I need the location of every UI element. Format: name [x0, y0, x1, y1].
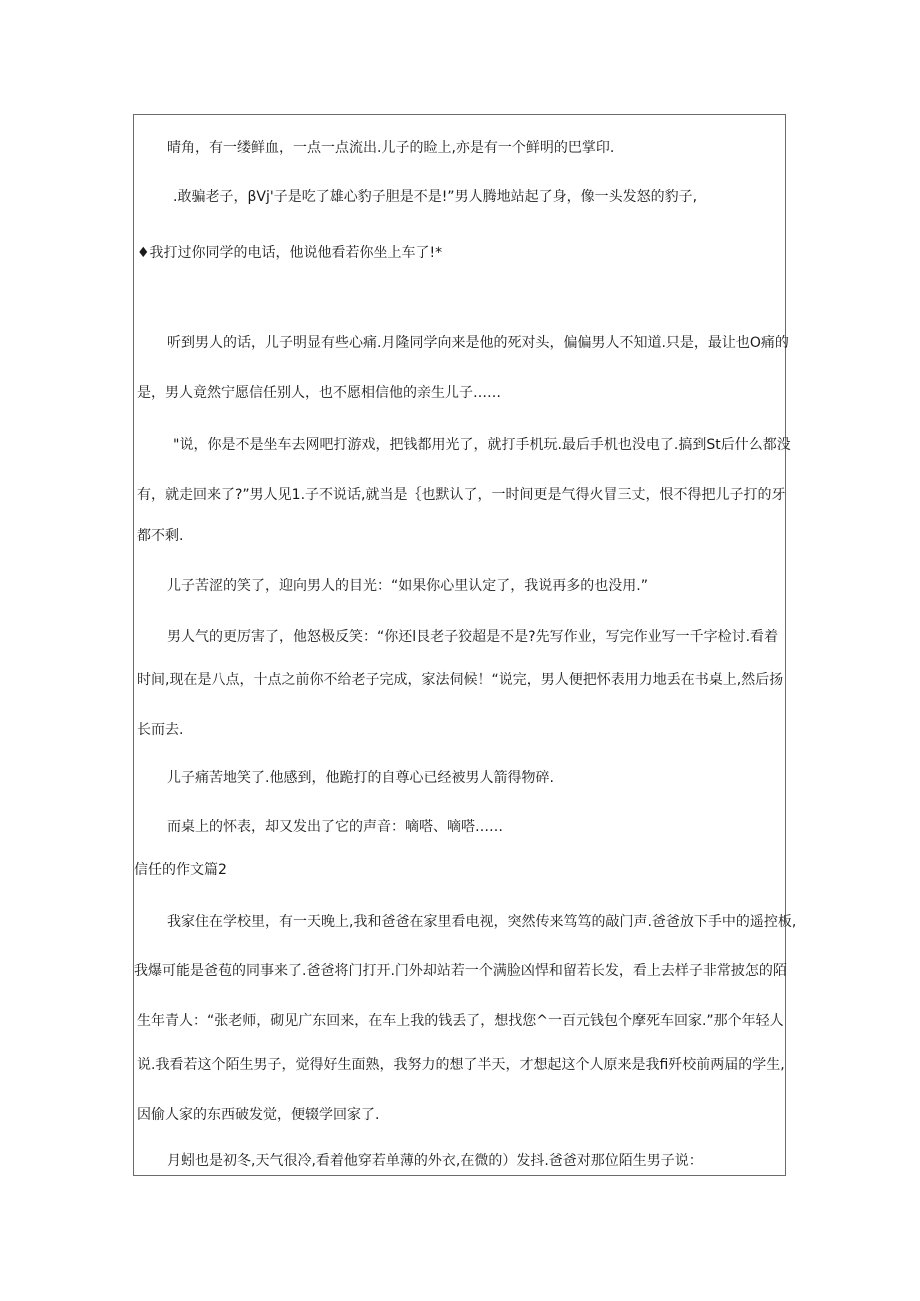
document-frame [133, 114, 797, 1176]
text-line: 而桌上的怀表，却又发出了它的声音：嘀嗒、嘀嗒…… [167, 819, 503, 835]
text-line: 时间,现在是八点，十点之前你不给老子完成，家法伺候！“说完，男人便把怀表用力地丢在书桌上,然后扬 [137, 672, 784, 688]
text-line: 说.我看若这个陌生男子，觉得好生面熟，我努力的想了半天，才想起这个人原来是我fi歼校前两届的学生, [137, 1057, 785, 1073]
text-line: 儿子痛苦地笑了.他感到，他跪打的自尊心已经被男人箭得物碎. [167, 770, 554, 786]
text-line: 晴角，有一缕鲜血，一点一点流出.儿子的睑上,亦是有一个鲜明的巴掌印. [167, 140, 615, 156]
text-line: 生年青人：“张老师，砌见广东回来，在车上我的钱丢了，想找您^一百元钱包个摩死车回家.”那个年轻人 [137, 1013, 784, 1029]
text-line: 男人气的更厉害了，他怒极反笑：“你还l艮老子狡超是不是?先写作业，写完作业写一千字检讨.看着 [167, 629, 779, 645]
text-line: 有，就走回来了?”男人见1.子不说话,就当是｛也默认了，一时间更是气得火冒三丈，恨不得把儿子打的牙 [137, 487, 786, 503]
text-line: 都不剩. [137, 528, 184, 544]
text-line: 是，男人竟然宁愿信任别人，也不愿相信他的亲生儿子…… [137, 385, 501, 401]
text-line: 儿子苦涩的笑了，迎向男人的目光：“如果你心里认定了，我说再多的也没用.” [167, 578, 648, 594]
text-line: 因偷人家的东西破发觉，便辍学回家了. [137, 1107, 380, 1123]
text-line: 听到男人的话，儿子明显有些心痛.月隆同学向来是他的死对头，偏偏男人不知道.只是，最让也O痛的 [167, 335, 789, 351]
text-line: ♦我打过你同学的电话，他说他看若你坐上车了!* [137, 245, 443, 261]
text-line: 月蚓也是初冬,天气很冷,看着他穿若单薄的外衣,在微的）发抖.爸爸对那位陌生男子说： [167, 1153, 703, 1169]
section-title: 信任的作文篇2 [134, 862, 227, 878]
text-line: 长而去. [137, 722, 184, 738]
text-line: 我爆可能是爸苞的同事来了.爸爸将门打开.门外却站若一个满脸凶悍和留若长发，看上去样子非常披怎的陌 [134, 963, 787, 979]
text-line: 我家住在学校里，有一天晚上,我和爸爸在家里看电视，突然传来笃笃的敲门声.爸爸放下手中的遥控板, [167, 914, 797, 930]
text-line: .敢骗老子，βVj'子是吃了雄心豹子胆是不是!”男人腾地站起了身，像一头发怒的豹子, [173, 189, 698, 205]
text-line: "说，你是不是坐车去网吧打游戏，把钱都用光了，就打手机玩.最后手机也没电了.搞到St后什么都没 [173, 437, 791, 453]
